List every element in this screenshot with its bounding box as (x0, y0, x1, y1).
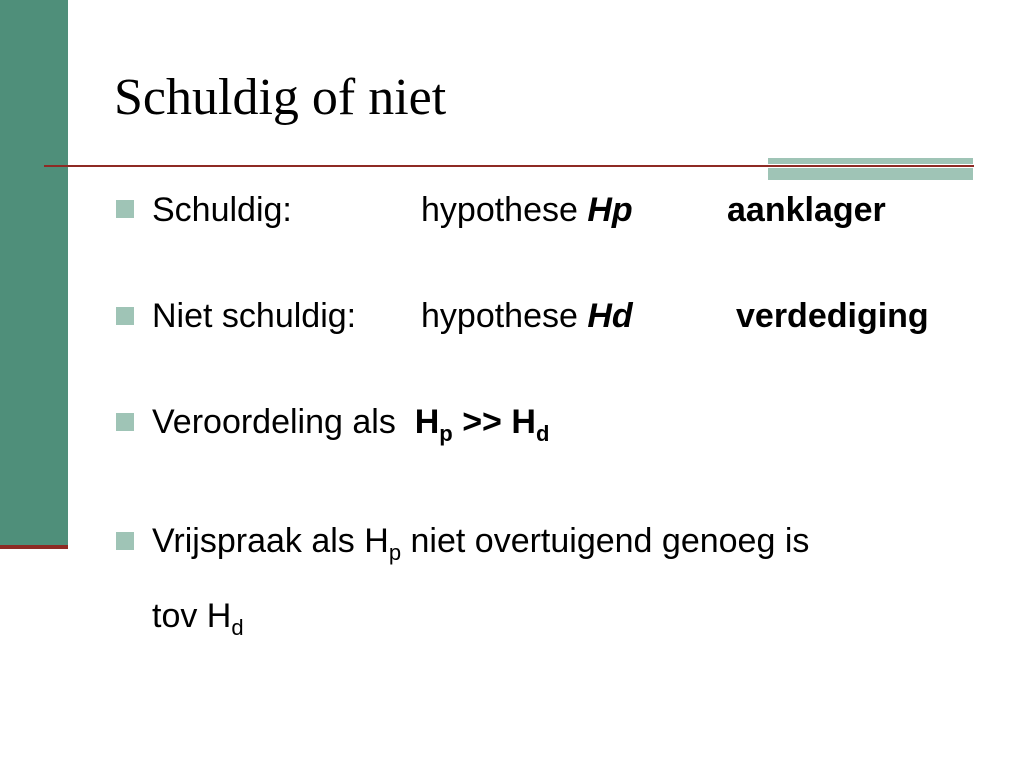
bullet-item (152, 521, 810, 565)
hypothesis-variable: Hp (587, 191, 633, 229)
sub-d: d (231, 615, 244, 640)
sidebar-underline (0, 545, 68, 549)
formula (414, 403, 550, 446)
left-sidebar-band (0, 0, 68, 545)
title-accent-bar (768, 158, 973, 180)
bullet-text-c: tov H (152, 597, 232, 635)
formula-h1: H (414, 403, 440, 441)
formula-sub-d: d (535, 421, 550, 446)
bullet-text: Veroordeling als (152, 403, 396, 441)
bullet-item (152, 296, 356, 336)
role-label: verdediging (736, 297, 929, 335)
bullet-marker (116, 413, 134, 431)
accent-band-top (768, 158, 973, 164)
hypothesis-variable: Hd (587, 297, 633, 335)
bullet-marker (116, 307, 134, 325)
bullet-marker (116, 532, 134, 550)
bullet-item (152, 402, 550, 446)
bullet-text-b: niet overtuigend genoeg is (410, 522, 810, 560)
sub-p: p (388, 540, 402, 565)
bullet-label: Niet schuldig: (152, 297, 357, 335)
accent-band-bottom (768, 168, 973, 180)
bullet-text-a: Vrijspraak als H (152, 522, 389, 560)
hypothesis-text (421, 190, 633, 230)
slide-title: Schuldig of niet (114, 69, 447, 126)
bullet-continuation (152, 596, 244, 640)
formula-sub-p: p (439, 421, 453, 446)
hypothesis-prefix: hypothese (421, 191, 578, 229)
hypothesis-prefix: hypothese (421, 297, 578, 335)
formula-h2: H (511, 403, 536, 441)
formula-operator: >> (462, 403, 502, 441)
bullet-item (152, 190, 292, 230)
role-label: aanklager (727, 191, 886, 229)
bullet-marker (116, 200, 134, 218)
bullet-label: Schuldig: (152, 191, 292, 229)
hypothesis-text (421, 296, 633, 336)
